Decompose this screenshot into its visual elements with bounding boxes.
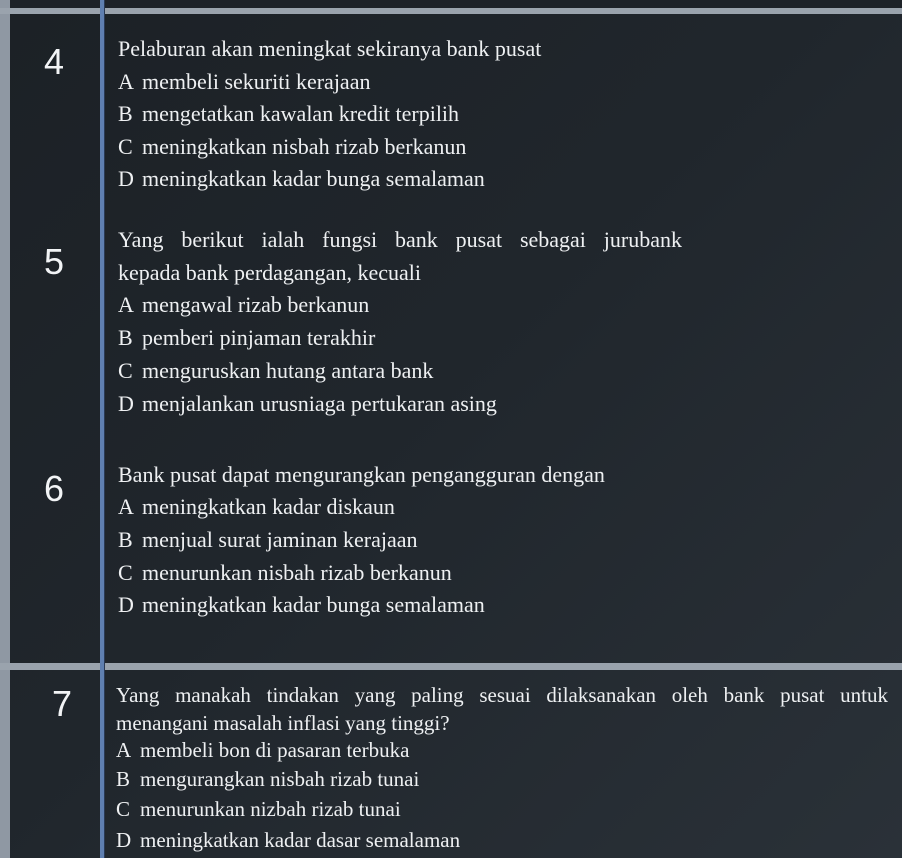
option-text: mengurangkan nisbah rizab tunai xyxy=(140,767,420,791)
option-letter: B xyxy=(118,325,133,350)
option-letter: A xyxy=(118,292,134,317)
option-text: meningkatkan kadar diskaun xyxy=(142,494,395,519)
question-number: 7 xyxy=(52,683,73,724)
section-divider xyxy=(0,663,902,670)
option-letter: D xyxy=(118,391,134,416)
option-b[interactable] xyxy=(118,325,375,351)
option-text: pemberi pinjaman terakhir xyxy=(142,325,376,350)
option-b[interactable] xyxy=(118,101,459,127)
option-c[interactable] xyxy=(118,560,452,586)
question-stem-line-1: Yang berikut ialah fungsi bank pusat sebagai jurubank xyxy=(118,227,682,252)
question-number: 4 xyxy=(44,41,65,82)
option-c[interactable] xyxy=(118,358,433,384)
option-a[interactable] xyxy=(118,69,370,95)
option-text: menguruskan hutang antara bank xyxy=(142,358,434,383)
option-text: membeli sekuriti kerajaan xyxy=(142,69,371,94)
question-stem: Bank pusat dapat mengurangkan pengangguran dengan xyxy=(118,462,605,487)
option-letter: D xyxy=(116,828,132,852)
option-b[interactable] xyxy=(116,767,419,792)
question-number: 6 xyxy=(44,468,65,509)
option-d[interactable] xyxy=(118,391,497,417)
option-a[interactable] xyxy=(118,494,395,520)
question-stem-line-2: kepada bank perdagangan, kecuali xyxy=(118,260,421,285)
option-text: mengawal rizab berkanun xyxy=(142,292,370,317)
option-text: meningkatkan nisbah rizab berkanun xyxy=(142,134,467,159)
question-stem: Pelaburan akan meningkat sekiranya bank pusat xyxy=(118,36,542,61)
option-letter: B xyxy=(116,767,131,791)
option-b[interactable] xyxy=(118,527,418,553)
option-a[interactable] xyxy=(116,738,409,763)
left-margin-strip xyxy=(0,0,10,858)
option-c[interactable] xyxy=(118,134,466,160)
question-number: 5 xyxy=(44,241,65,282)
option-a[interactable] xyxy=(118,292,369,318)
top-rule xyxy=(0,8,902,14)
option-letter: A xyxy=(116,738,132,762)
option-text: menjual surat jaminan kerajaan xyxy=(142,527,418,552)
column-line-shadow xyxy=(104,0,105,858)
option-c[interactable] xyxy=(116,797,401,822)
option-text: membeli bon di pasaran terbuka xyxy=(140,738,410,762)
option-letter: B xyxy=(118,527,133,552)
question-stem-line-2: menangani masalah inflasi yang tinggi? xyxy=(116,711,450,735)
option-letter: D xyxy=(118,166,134,191)
option-letter: A xyxy=(118,494,134,519)
option-letter: B xyxy=(118,101,133,126)
option-text: mengetatkan kawalan kredit terpilih xyxy=(142,101,460,126)
option-text: menurunkan nisbah rizab berkanun xyxy=(142,560,452,585)
option-letter: C xyxy=(118,560,133,585)
option-letter: C xyxy=(116,797,131,821)
option-letter: C xyxy=(118,134,133,159)
option-letter: C xyxy=(118,358,133,383)
option-letter: D xyxy=(118,592,134,617)
option-d[interactable] xyxy=(118,166,485,192)
option-d[interactable] xyxy=(116,828,460,853)
question-stem-line-1: Yang manakah tindakan yang paling sesuai dilaksanakan oleh bank pusat untuk xyxy=(116,683,888,707)
option-letter: A xyxy=(118,69,134,94)
option-text: menurunkan nizbah rizab tunai xyxy=(140,797,401,821)
option-text: meningkatkan kadar dasar semalaman xyxy=(140,828,461,852)
option-d[interactable] xyxy=(118,592,485,618)
option-text: menjalankan urusniaga pertukaran asing xyxy=(142,391,497,416)
option-text: meningkatkan kadar bunga semalaman xyxy=(142,166,485,191)
option-text: meningkatkan kadar bunga semalaman xyxy=(142,592,485,617)
